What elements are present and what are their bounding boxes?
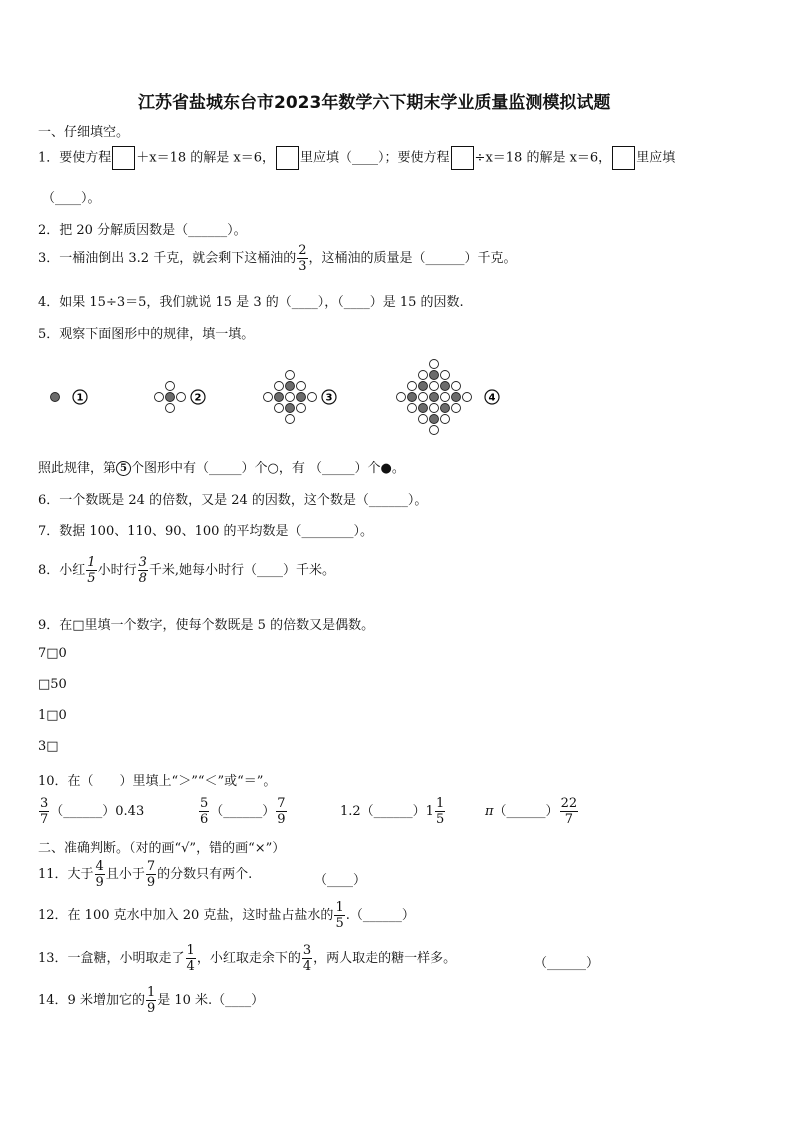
q13-text-c: ，两人取走的糖一样多。 (313, 951, 457, 966)
q11-answer-blank: （____） (314, 873, 367, 888)
hollow-dot (275, 404, 284, 413)
q1-text-c: 里应填（____）；要使方程 (300, 150, 450, 166)
fraction (334, 900, 344, 931)
fraction-denominator: 5 (335, 916, 344, 931)
filled-dot (286, 404, 295, 413)
filled-dot (275, 393, 284, 402)
q10-b-blank: （______） (210, 804, 276, 819)
fraction (146, 985, 156, 1016)
fraction-denominator: 9 (146, 1001, 156, 1016)
fraction-denominator: 9 (146, 875, 156, 890)
q8-text-c: 千米,她每小时行（____）千米。 (148, 563, 335, 578)
q12-text-b: .（______） (345, 908, 415, 923)
fraction-denominator: 7 (40, 812, 49, 827)
hollow-dot (397, 393, 406, 402)
fraction-denominator: 8 (138, 571, 147, 586)
filled-dot (297, 393, 306, 402)
q10-item-c (340, 796, 446, 827)
q8-text-a: 8．小红 (38, 563, 86, 578)
hollow-dot (430, 360, 439, 369)
answer-box[interactable] (112, 146, 135, 170)
fraction-denominator: 4 (302, 959, 312, 974)
question-9-item: 1□0 (38, 708, 67, 723)
q11-text-a: 11．大于 (38, 867, 94, 882)
hollow-dot (286, 371, 295, 380)
figure-number-label (73, 390, 87, 404)
filled-dot (430, 371, 439, 380)
hollow-dot (286, 393, 295, 402)
fraction (302, 943, 312, 974)
filled-dot (441, 382, 450, 391)
filled-dot (51, 393, 60, 402)
fraction-numerator: 4 (95, 859, 104, 874)
question-1-continued: （____）。 (42, 191, 101, 206)
svg-text:4: 4 (488, 392, 496, 404)
fraction-numerator: 2 (298, 243, 307, 258)
fraction-denominator: 5 (87, 571, 96, 586)
svg-text:2: 2 (194, 392, 202, 404)
hollow-dot (430, 404, 439, 413)
filled-dot (430, 415, 439, 424)
q3-text-a: 3．一桶油倒出 3.2 千克，就会剩下这桶油的 (38, 251, 297, 266)
filled-dot (419, 404, 428, 413)
question-1 (38, 146, 675, 170)
question-4: 4．如果 15÷3＝5，我们就说 15 是 3 的（____），（____）是 15 的因数. (38, 295, 464, 310)
fraction (297, 243, 307, 274)
fraction-numerator: 7 (277, 796, 286, 811)
fraction-denominator: 7 (564, 812, 573, 827)
fraction (138, 555, 148, 586)
question-13 (38, 943, 456, 974)
fraction (39, 796, 49, 827)
fraction-numerator: 3 (40, 796, 49, 811)
filled-dot (441, 404, 450, 413)
fraction (186, 943, 196, 974)
hollow-dot (452, 382, 461, 391)
section-2-heading: 二、准确判断。（对的画“√”，错的画“×”） (38, 841, 286, 856)
fraction (560, 796, 579, 827)
hollow-dot (430, 426, 439, 435)
q8-text-b: 小时行 (97, 563, 137, 578)
question-12 (38, 900, 415, 931)
fraction-numerator: 5 (200, 796, 209, 811)
fraction (276, 796, 286, 827)
hollow-dot (430, 382, 439, 391)
q10-d-blank: （______） (493, 804, 559, 819)
hollow-dot (441, 415, 450, 424)
circled-number: 5 (116, 461, 131, 476)
question-5-followup (38, 457, 405, 476)
q10-item-a (38, 796, 144, 827)
q13-answer-blank: （______） (534, 956, 600, 971)
hollow-dot (297, 404, 306, 413)
question-2: 2．把 20 分解质因数是（______）。 (38, 223, 247, 238)
fraction-numerator: 7 (146, 859, 156, 874)
hollow-dot (419, 393, 428, 402)
fraction-numerator: 1 (87, 555, 96, 570)
question-8 (38, 555, 335, 586)
fraction-denominator: 9 (277, 812, 286, 827)
filled-dot (452, 393, 461, 402)
q1-text-a: 1．要使方程 (38, 150, 112, 166)
answer-box[interactable] (276, 146, 299, 170)
q10-item-b (198, 796, 288, 827)
question-11 (38, 859, 252, 890)
q3-text-b: ，这桶油的质量是（______）千克。 (308, 251, 517, 266)
question-6: 6．一个数既是 24 的倍数，又是 24 的因数，这个数是（______）。 (38, 493, 428, 508)
hollow-dot (286, 415, 295, 424)
q10-a-blank: （______）0.43 (50, 804, 145, 819)
hollow-dot (308, 393, 317, 402)
question-9-item: □50 (38, 677, 67, 692)
q13-text-a: 13．一盒糖，小明取走了 (38, 951, 185, 966)
fraction-denominator: 6 (200, 812, 209, 827)
question-9-item: 3□ (38, 739, 59, 754)
hollow-dot (452, 404, 461, 413)
pi-symbol: π (485, 804, 494, 819)
filled-dot (430, 393, 439, 402)
figure-number-label (322, 390, 336, 404)
fraction-numerator: 22 (560, 796, 578, 811)
q5-follow-text-b: 个图形中有（_____）个○，有 （_____）个●。 (131, 461, 405, 476)
q10-c-text: 1.2（______）1 (340, 804, 434, 819)
hollow-dot (419, 415, 428, 424)
fraction (95, 859, 105, 890)
q11-text-b: 且小于 (105, 867, 145, 882)
q1-text-b: ＋x＝18 的解是 x＝6， (136, 150, 276, 166)
fraction-numerator: 1 (186, 943, 195, 958)
fraction (86, 555, 96, 586)
question-5: 5．观察下面图形中的规律，填一填。 (38, 327, 255, 342)
filled-dot (419, 382, 428, 391)
hollow-dot (166, 404, 175, 413)
answer-box[interactable] (612, 146, 635, 170)
hollow-dot (441, 371, 450, 380)
section-1-heading: 一、仔细填空。 (38, 125, 130, 140)
hollow-dot (441, 393, 450, 402)
fraction-denominator: 3 (298, 259, 307, 274)
fraction (199, 796, 209, 827)
hollow-dot (166, 382, 175, 391)
question-9-item: 7□0 (38, 646, 67, 661)
svg-text:1: 1 (76, 392, 84, 404)
q10-item-d (485, 796, 579, 827)
hollow-dot (463, 393, 472, 402)
figure-number-label (191, 390, 205, 404)
hollow-dot (275, 382, 284, 391)
filled-dot (286, 382, 295, 391)
question-14 (38, 985, 264, 1016)
figure-number-label (485, 390, 499, 404)
q11-text-c: 的分数只有两个. (157, 867, 253, 882)
fraction-denominator: 9 (95, 875, 104, 890)
dot-pattern-figures (0, 355, 794, 455)
hollow-dot (177, 393, 186, 402)
hollow-dot (408, 404, 417, 413)
answer-box[interactable] (451, 146, 474, 170)
q1-text-d: ÷x＝18 的解是 x＝6， (474, 150, 612, 166)
svg-text:3: 3 (325, 392, 333, 404)
fraction-numerator: 1 (335, 900, 344, 915)
fraction-denominator: 5 (435, 812, 445, 827)
hollow-dot (408, 382, 417, 391)
fraction-numerator: 3 (302, 943, 312, 958)
page-title: 江苏省盐城东台市2023年数学六下期末学业质量监测模拟试题 (138, 93, 611, 113)
question-10: 10．在（ ）里填上“＞”“＜”或“＝”。 (38, 774, 277, 789)
filled-dot (408, 393, 417, 402)
q13-text-b: ，小红取走余下的 (196, 951, 301, 966)
fraction-denominator: 4 (186, 959, 195, 974)
fraction (146, 859, 156, 890)
hollow-dot (419, 371, 428, 380)
fraction-numerator: 1 (146, 985, 156, 1000)
hollow-dot (297, 382, 306, 391)
q12-text-a: 12．在 100 克水中加入 20 克盐，这时盐占盐水的 (38, 908, 334, 923)
filled-dot (166, 393, 175, 402)
q14-text-b: 是 10 米.（____） (157, 993, 265, 1008)
fraction-numerator: 1 (435, 796, 445, 811)
q1-text-e: 里应填 (636, 150, 676, 166)
question-7: 7．数据 100、110、90、100 的平均数是（________）。 (38, 524, 374, 539)
hollow-dot (155, 393, 164, 402)
fraction (435, 796, 445, 827)
q14-text-a: 14．9 米增加它的 (38, 993, 145, 1008)
hollow-dot (264, 393, 273, 402)
question-9: 9．在□里填一个数字，使每个数既是 5 的倍数又是偶数。 (38, 618, 375, 633)
fraction-numerator: 3 (138, 555, 147, 570)
q5-follow-text-a: 照此规律，第 (38, 461, 117, 476)
question-3 (38, 243, 517, 274)
